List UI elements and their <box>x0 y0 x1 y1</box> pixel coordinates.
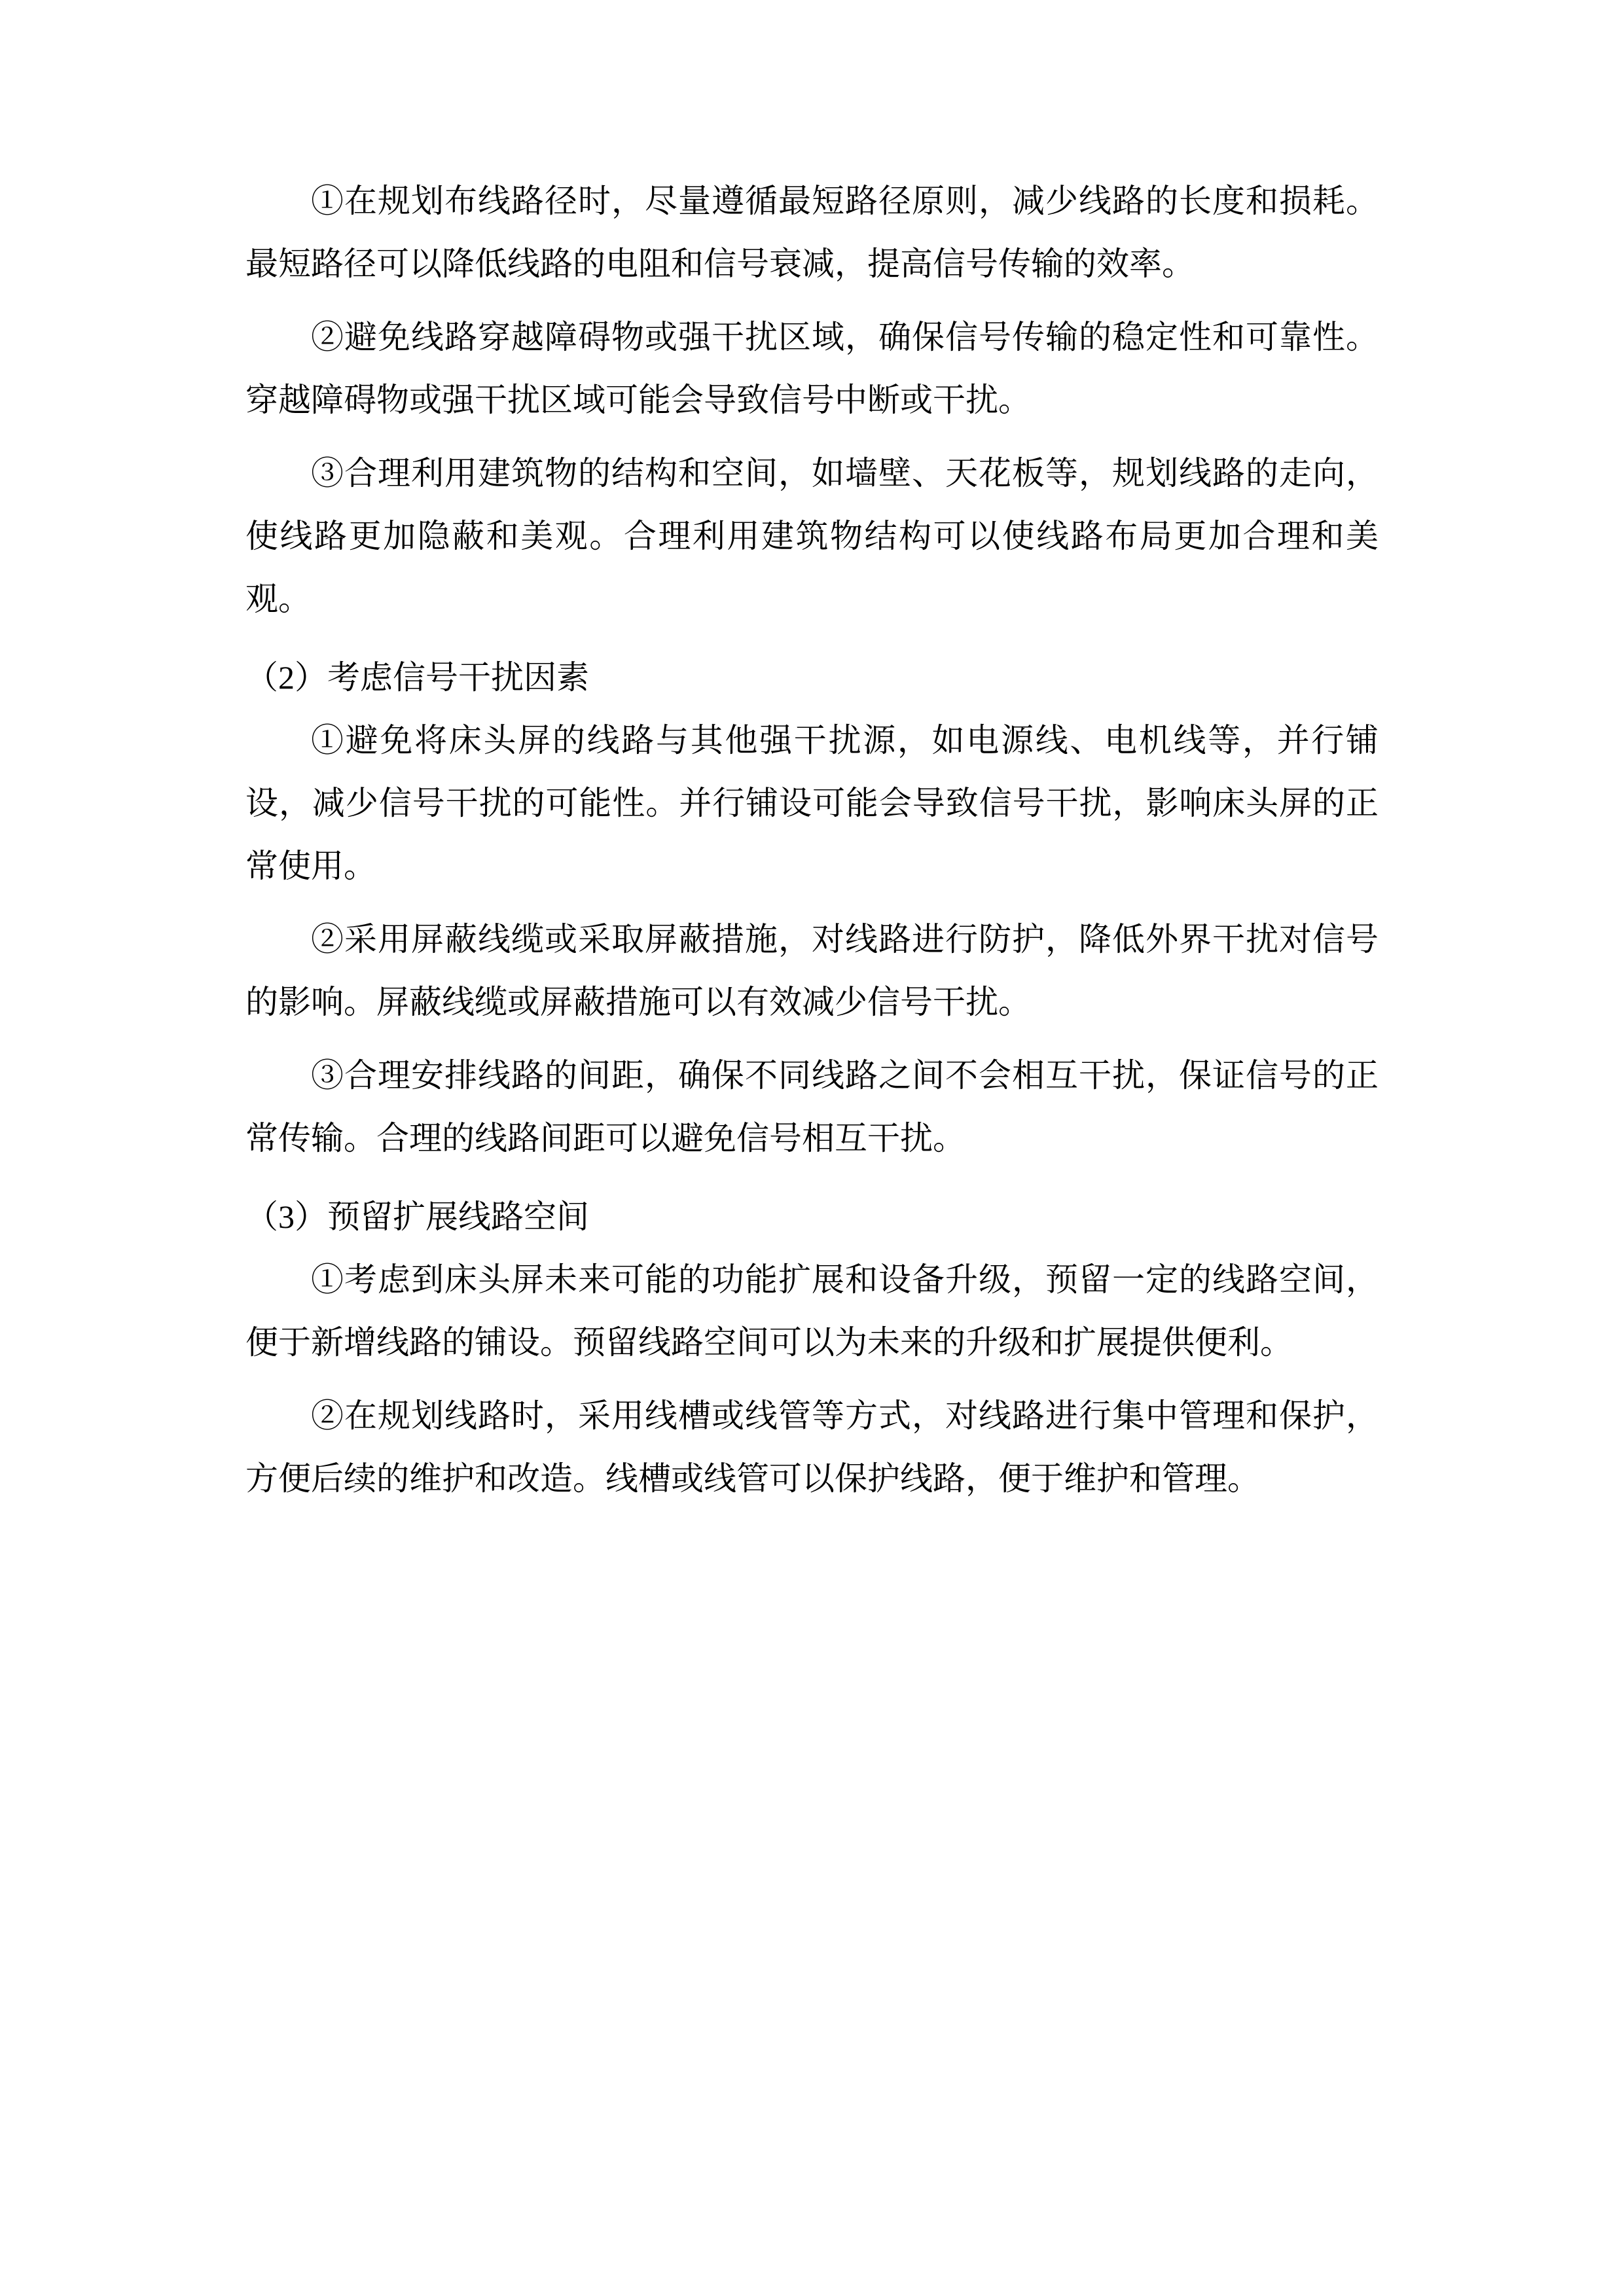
section-heading-reserve-expansion-space: （3）预留扩展线路空间 <box>245 1198 589 1235</box>
document-body <box>245 0 1379 1520</box>
paragraph-shortest-path: ①在规划布线路径时，尽量遵循最短路径原则，减少线路的长度和损耗。最短路径可以降低线路的电阻和信号衰减，提高信号传输的效率。 <box>245 183 1379 282</box>
paragraph-line-spacing: ③合理安排线路的间距，确保不同线路之间不会相互干扰，保证信号的正常传输。合理的线路间距可以避免信号相互干扰。 <box>245 1057 1379 1157</box>
paragraph-cable-trunking: ②在规划线路时，采用线槽或线管等方式，对线路进行集中管理和保护，方便后续的维护和改造。线槽或线管可以保护线路，便于维护和管理。 <box>245 1397 1379 1497</box>
paragraph-use-building-structure: ③合理利用建筑物的结构和空间，如墙壁、天花板等，规划线路的走向，使线路更加隐蔽和美观。合理利用建筑物结构可以使线路布局更加合理和美观。 <box>245 455 1379 617</box>
paragraph-avoid-parallel-laying: ①避免将床头屏的线路与其他强干扰源，如电源线、电机线等，并行铺设，减少信号干扰的可能性。并行铺设可能会导致信号干扰，影响床头屏的正常使用。 <box>245 722 1379 884</box>
section-heading-signal-interference: （2）考虑信号干扰因素 <box>245 659 589 696</box>
paragraph-shielded-cables: ②采用屏蔽线缆或采取屏蔽措施，对线路进行防护，降低外界干扰对信号的影响。屏蔽线缆或屏蔽措施可以有效减少信号干扰。 <box>245 921 1379 1020</box>
paragraph-avoid-obstacles: ②避免线路穿越障碍物或强干扰区域，确保信号传输的稳定性和可靠性。穿越障碍物或强干扰区域可能会导致信号中断或干扰。 <box>245 319 1379 418</box>
paragraph-reserve-line-space: ①考虑到床头屏未来可能的功能扩展和设备升级，预留一定的线路空间，便于新增线路的铺设。预留线路空间可以为未来的升级和扩展提供便利。 <box>245 1261 1379 1361</box>
